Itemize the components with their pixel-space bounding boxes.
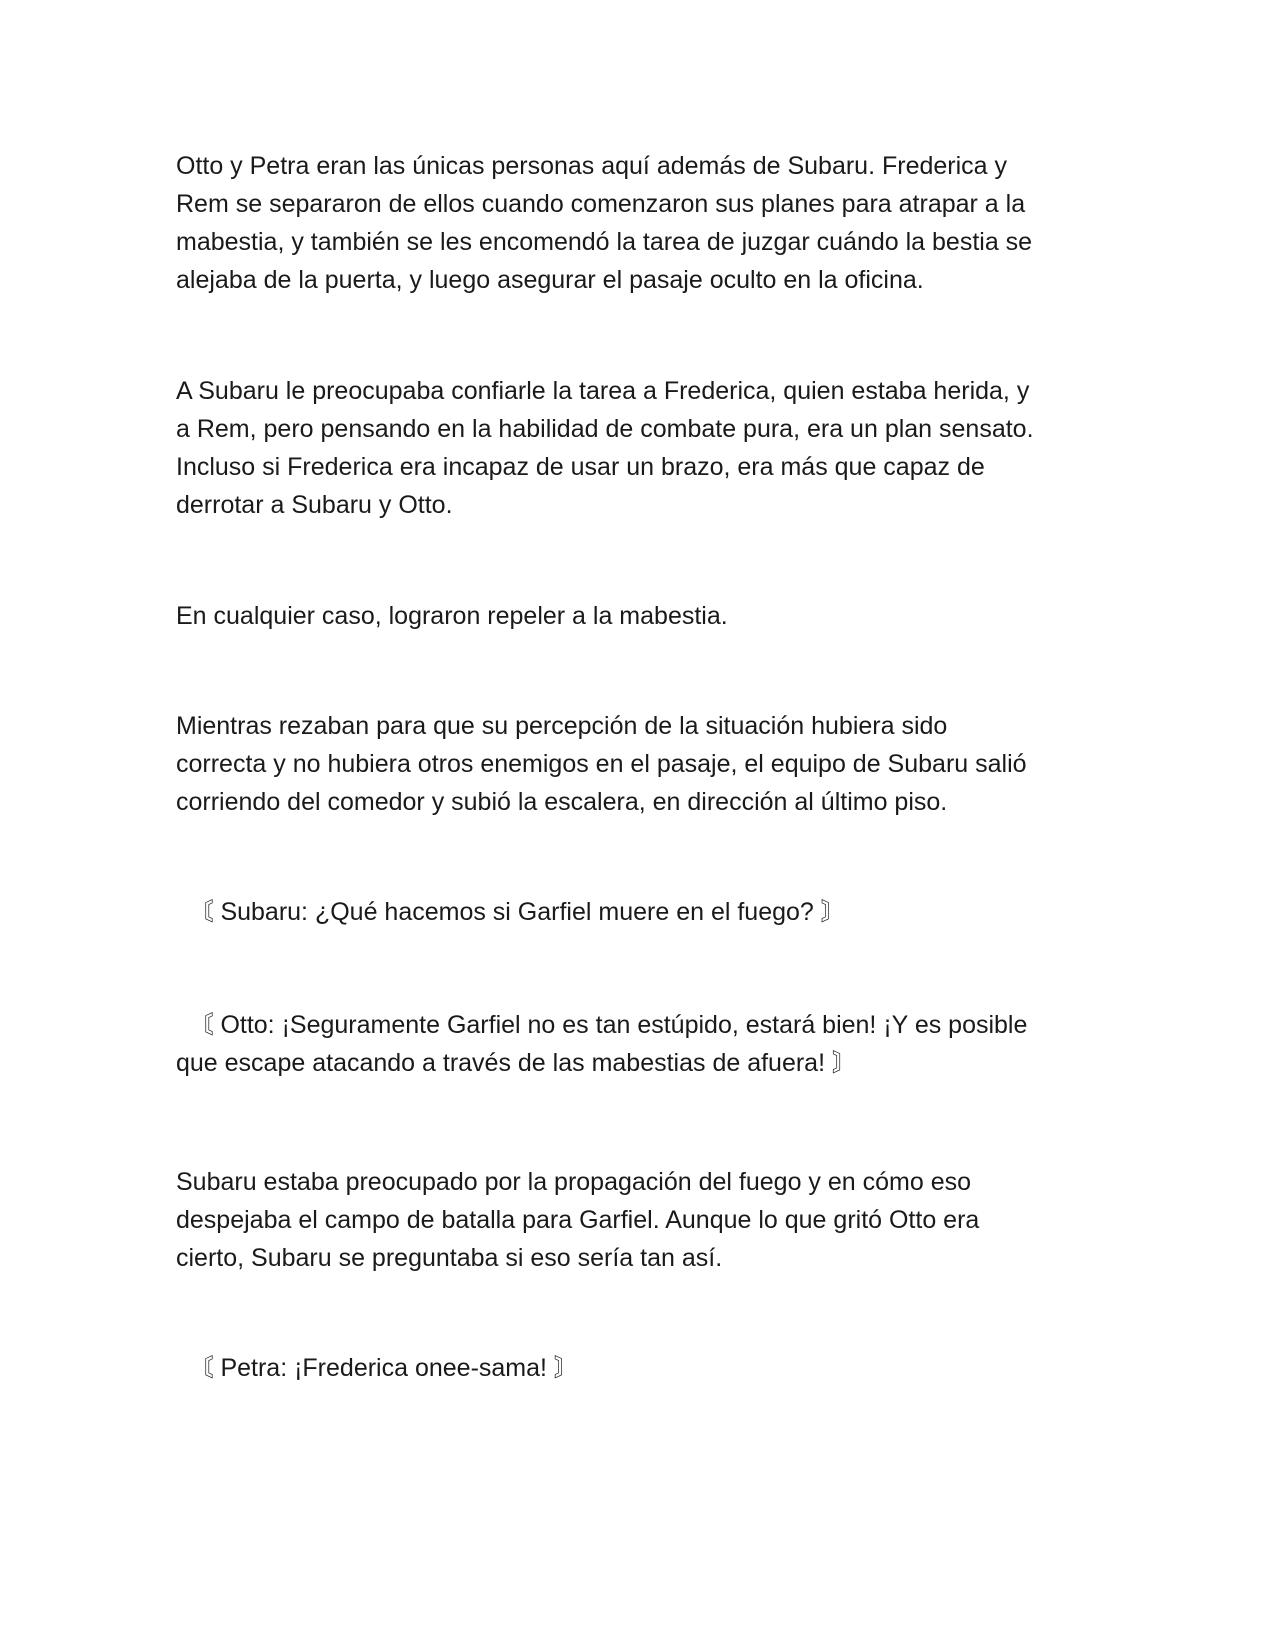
- text-line: 〘 Petra: ¡Frederica onee-sama! 〙: [176, 1354, 579, 1382]
- paragraph-narration-stairs: [176, 707, 1096, 821]
- text-line: correcta y no hubiera otros enemigos en el pasaje, el equipo de Subaru salió: [176, 750, 1027, 778]
- text-line: corriendo del comedor y subió la escalera, en dirección al último piso.: [176, 788, 948, 816]
- paragraph-narration-repel: [176, 597, 1096, 635]
- text-line: A Subaru le preocupaba confiarle la tarea a Frederica, quien estaba herida, y: [176, 377, 1030, 405]
- text-line: 〘 Subaru: ¿Qué hacemos si Garfiel muere en el fuego? 〙: [176, 898, 846, 926]
- text-line: a Rem, pero pensando en la habilidad de combate pura, era un plan sensato.: [176, 415, 1034, 443]
- text-line: En cualquier caso, lograron repeler a la mabestia.: [176, 602, 728, 630]
- text-line: Incluso si Frederica era incapaz de usar un brazo, era más que capaz de: [176, 453, 985, 481]
- text-line: Rem se separaron de ellos cuando comenzaron sus planes para atrapar a la: [176, 190, 1026, 218]
- paragraph-narration-otto-petra: [176, 147, 1096, 299]
- dialogue-petra: [176, 1349, 1096, 1387]
- text-line: Otto y Petra eran las únicas personas aquí además de Subaru. Frederica y: [176, 152, 1008, 180]
- text-line: despejaba el campo de batalla para Garfiel. Aunque lo que gritó Otto era: [176, 1206, 980, 1234]
- text-line: Subaru estaba preocupado por la propagación del fuego y en cómo eso: [176, 1168, 972, 1196]
- text-line: derrotar a Subaru y Otto.: [176, 491, 453, 519]
- text-line: alejaba de la puerta, y luego asegurar el pasaje oculto en la oficina.: [176, 266, 924, 294]
- paragraph-narration-fire: [176, 1163, 1096, 1277]
- text-line: 〘 Otto: ¡Seguramente Garfiel no es tan estúpido, estará bien! ¡Y es posible: [176, 1011, 1028, 1039]
- text-line: cierto, Subaru se preguntaba si eso sería tan así.: [176, 1244, 723, 1272]
- text-line: que escape atacando a través de las mabestias de afuera! 〙: [176, 1049, 857, 1077]
- paragraph-narration-frederica-rem: [176, 372, 1096, 524]
- text-line: mabestia, y también se les encomendó la tarea de juzgar cuándo la bestia se: [176, 228, 1033, 256]
- text-line: Mientras rezaban para que su percepción de la situación hubiera sido: [176, 712, 948, 740]
- dialogue-subaru: [176, 893, 1096, 931]
- dialogue-otto: [176, 1006, 1096, 1082]
